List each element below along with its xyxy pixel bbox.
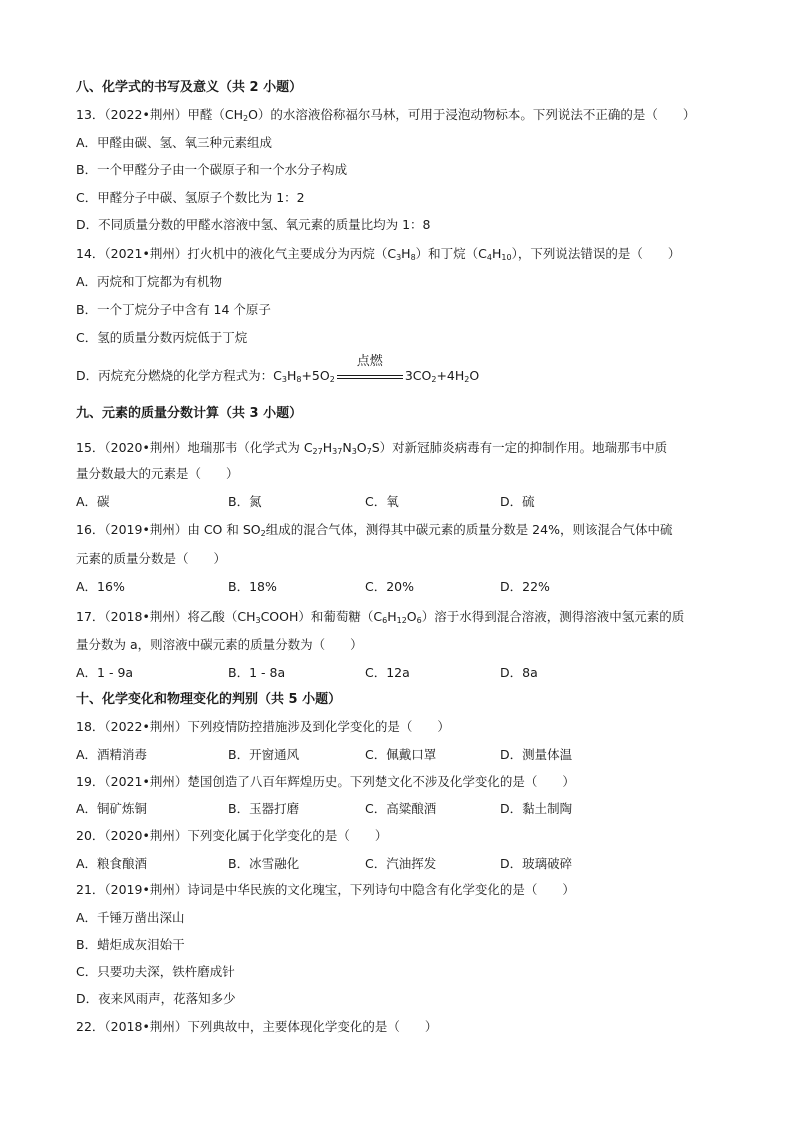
section-heading-10: 十、化学变化和物理变化的判别（共 5 小题） bbox=[76, 692, 342, 707]
question-19-stem: 19．（2021•荆州）楚国创造了八百年辉煌历史。下列楚文化不涉及化学变化的是（ ） bbox=[76, 774, 575, 789]
question-13-option-a: A．甲醛由碳、氢、氧三种元素组成 bbox=[76, 135, 273, 150]
question-15-stem: 15．（2020•荆州）地瑞那韦（化学式为 $C_{27}H_{37}N_3O_7S$）对新冠肺炎病毒有一定的抑制作用。地瑞那韦中质 bbox=[76, 440, 668, 456]
question-22-stem: 22．（2018•荆州）下列典故中，主要体现化学变化的是（ ） bbox=[76, 1019, 438, 1034]
question-16-option-b: B．18% bbox=[228, 579, 277, 594]
question-19-option-b: B．玉器打磨 bbox=[228, 801, 300, 816]
question-20-option-d: D．玻璃破碎 bbox=[500, 856, 573, 871]
question-15-option-a: A．碳 bbox=[76, 494, 110, 509]
question-14-option-a: A．丙烷和丁烷都为有机物 bbox=[76, 274, 223, 289]
question-16-option-a: A．16% bbox=[76, 579, 125, 594]
question-18-option-b: B．开窗通风 bbox=[228, 747, 300, 762]
question-13-option-b: B．一个甲醛分子由一个碳原子和一个水分子构成 bbox=[76, 162, 348, 177]
question-17-option-b: B．1 - 8a bbox=[228, 665, 286, 680]
section-heading-8: 八、化学式的书写及意义（共 2 小题） bbox=[76, 80, 303, 95]
question-17-option-c: C．12a bbox=[365, 665, 410, 680]
question-13-stem: 13．（2022•荆州）甲醛$(CH_2O)$的水溶液俗称福尔马林，可用于浸泡动物标本。下列说法不正确的是（ ） bbox=[76, 107, 696, 123]
section-heading-9: 九、元素的质量分数计算（共 3 小题） bbox=[76, 406, 303, 421]
question-14-option-c: C．氢的质量分数丙烷低于丁烷 bbox=[76, 330, 248, 345]
question-21-option-d: D．夜来风雨声，花落知多少 bbox=[76, 991, 236, 1006]
question-14-option-d: D．丙烷充分燃烧的化学方程式为：$C_3H_8+5O_2$ 点燃 $3CO_2+4H_2O$ bbox=[76, 354, 480, 384]
reaction-condition-label: 点燃 bbox=[356, 354, 383, 369]
question-20-stem: 20．（2020•荆州）下列变化属于化学变化的是（ ） bbox=[76, 828, 388, 843]
question-17-stem: 17．（2018•荆州）将乙酸$(CH_3COOH)$和葡萄糖$(C_6H_{12}O_6)$溶于水得到混合溶液，测得溶液中氢元素的质 bbox=[76, 609, 685, 625]
question-20-option-b: B．冰雪融化 bbox=[228, 856, 300, 871]
question-19-option-d: D．黏土制陶 bbox=[500, 801, 573, 816]
question-13-option-c: C．甲醛分子中碳、氢原子个数比为 1：2 bbox=[76, 190, 305, 205]
question-16-stem: 16．（2019•荆州）由 CO 和 $SO_2$组成的混合气体，测得其中碳元素的质量分数是 24%，则该混合气体中硫 bbox=[76, 522, 673, 538]
question-14-stem: 14．（2021•荆州）打火机中的液化气主要成分为丙烷$(C_3H_8)$和丁烷$(C_4H_{10})$，下列说法错误的是（ ） bbox=[76, 246, 681, 262]
question-21-option-a: A．千锤万凿出深山 bbox=[76, 910, 185, 925]
question-16-stem-line2: 元素的质量分数是（ ） bbox=[76, 551, 227, 566]
question-14-option-b: B．一个丁烷分子中含有 14 个原子 bbox=[76, 302, 271, 317]
question-15-option-b: B．氮 bbox=[228, 494, 262, 509]
question-15-stem-line2: 量分数最大的元素是（ ） bbox=[76, 466, 239, 481]
question-17-stem-line2: 量分数为 a，则溶液中碳元素的质量分数为（ ） bbox=[76, 637, 363, 652]
question-17-option-a: A．1 - 9a bbox=[76, 665, 134, 680]
question-15-option-d: D．硫 bbox=[500, 494, 535, 509]
question-20-option-a: A．粮食酿酒 bbox=[76, 856, 148, 871]
question-16-option-d: D．22% bbox=[500, 579, 550, 594]
reaction-condition-arrow bbox=[335, 354, 405, 384]
question-19-option-a: A．铜矿炼铜 bbox=[76, 801, 148, 816]
question-18-option-d: D．测量体温 bbox=[500, 747, 573, 762]
question-15-option-c: C．氧 bbox=[365, 494, 399, 509]
question-13-option-d: D．不同质量分数的甲醛水溶液中氢、氧元素的质量比均为 1：8 bbox=[76, 217, 431, 232]
question-18-stem: 18．（2022•荆州）下列疫情防控措施涉及到化学变化的是（ ） bbox=[76, 719, 450, 734]
question-19-option-c: C．高粱酿酒 bbox=[365, 801, 437, 816]
question-21-option-c: C．只要功夫深，铁杵磨成针 bbox=[76, 964, 235, 979]
question-20-option-c: C．汽油挥发 bbox=[365, 856, 437, 871]
question-17-option-d: D．8a bbox=[500, 665, 538, 680]
question-16-option-c: C．20% bbox=[365, 579, 415, 594]
question-18-option-a: A．酒精消毒 bbox=[76, 747, 148, 762]
question-18-option-c: C．佩戴口罩 bbox=[365, 747, 437, 762]
question-21-stem: 21．（2019•荆州）诗词是中华民族的文化瑰宝，下列诗句中隐含有化学变化的是（ ） bbox=[76, 882, 575, 897]
question-21-option-b: B．蜡炬成灰泪始干 bbox=[76, 937, 185, 952]
